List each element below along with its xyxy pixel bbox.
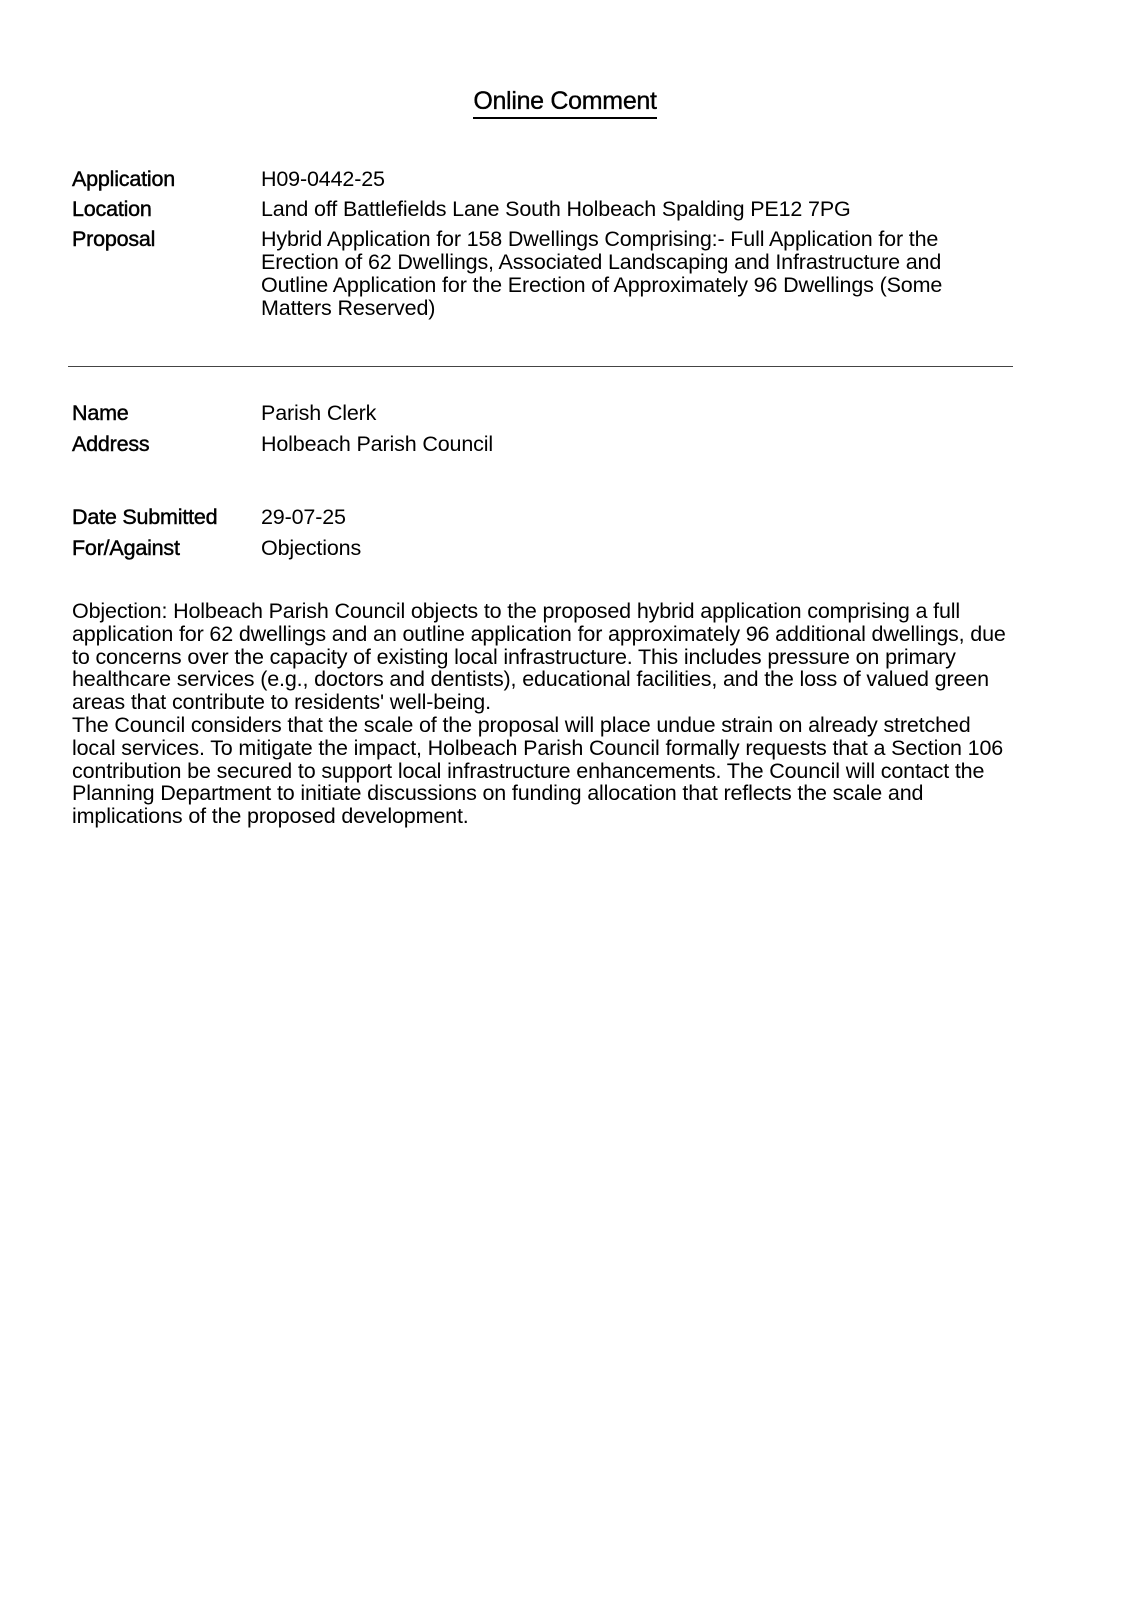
date-submitted-row [72,506,1032,530]
location-value: Land off Battlefields Lane South Holbeach Spalding PE12 7PG [261,197,851,221]
for-against-row [72,537,1032,561]
application-value: H09-0442-25 [261,167,385,191]
for-against-value: Objections [261,536,362,560]
date-submitted-value: 29-07-25 [261,505,346,529]
comment-paragraph: Objection: Holbeach Parish Council objects to the proposed hybrid application comprising a full application for 62 dwellings and an outline application for approximately 96 additional dwellings, due to concerns over the capacity of existing local infrastructure. This includes pressure on primary healthcare services (e.g., doctors and dentists), educational facilities, and the loss of valued green areas that contribute to residents' well-being. [72,599,1006,715]
proposal-value: Hybrid Application for 158 Dwellings Comprising:- Full Application for the Erection of 62 Dwellings, Associated Landscaping and Infrastructure and Outline Application for the Erection of Approximately 96 Dwellings (Some Matters Reserved) [261,227,943,320]
name-row [72,402,1032,426]
page-title [0,86,1130,119]
name-label: Name [72,401,129,425]
location-row [72,198,1032,222]
address-value: Holbeach Parish Council [261,432,493,456]
proposal-label: Proposal [72,227,156,251]
address-label: Address [72,432,150,456]
application-row [72,168,1032,192]
proposal-row [72,228,1032,324]
comment-paragraph: The Council considers that the scale of the proposal will place undue strain on already stretched local services. To mitigate the impact, Holbeach Parish Council formally requests that a Section 106 contribution be secured to support local infrastructure enhancements. The Council will contact the Planning Department to initiate discussions on funding allocation that reflects the scale and implications of the proposed development. [72,712,1004,829]
location-label: Location [72,197,152,221]
page-title-text: Online Comment [473,86,656,119]
for-against-label: For/Against [72,536,180,560]
comment-body [72,600,1017,828]
address-row [72,433,1032,457]
section-divider [68,366,1013,367]
name-value: Parish Clerk [261,401,377,425]
date-submitted-label: Date Submitted [72,505,218,529]
application-label: Application [72,167,175,191]
